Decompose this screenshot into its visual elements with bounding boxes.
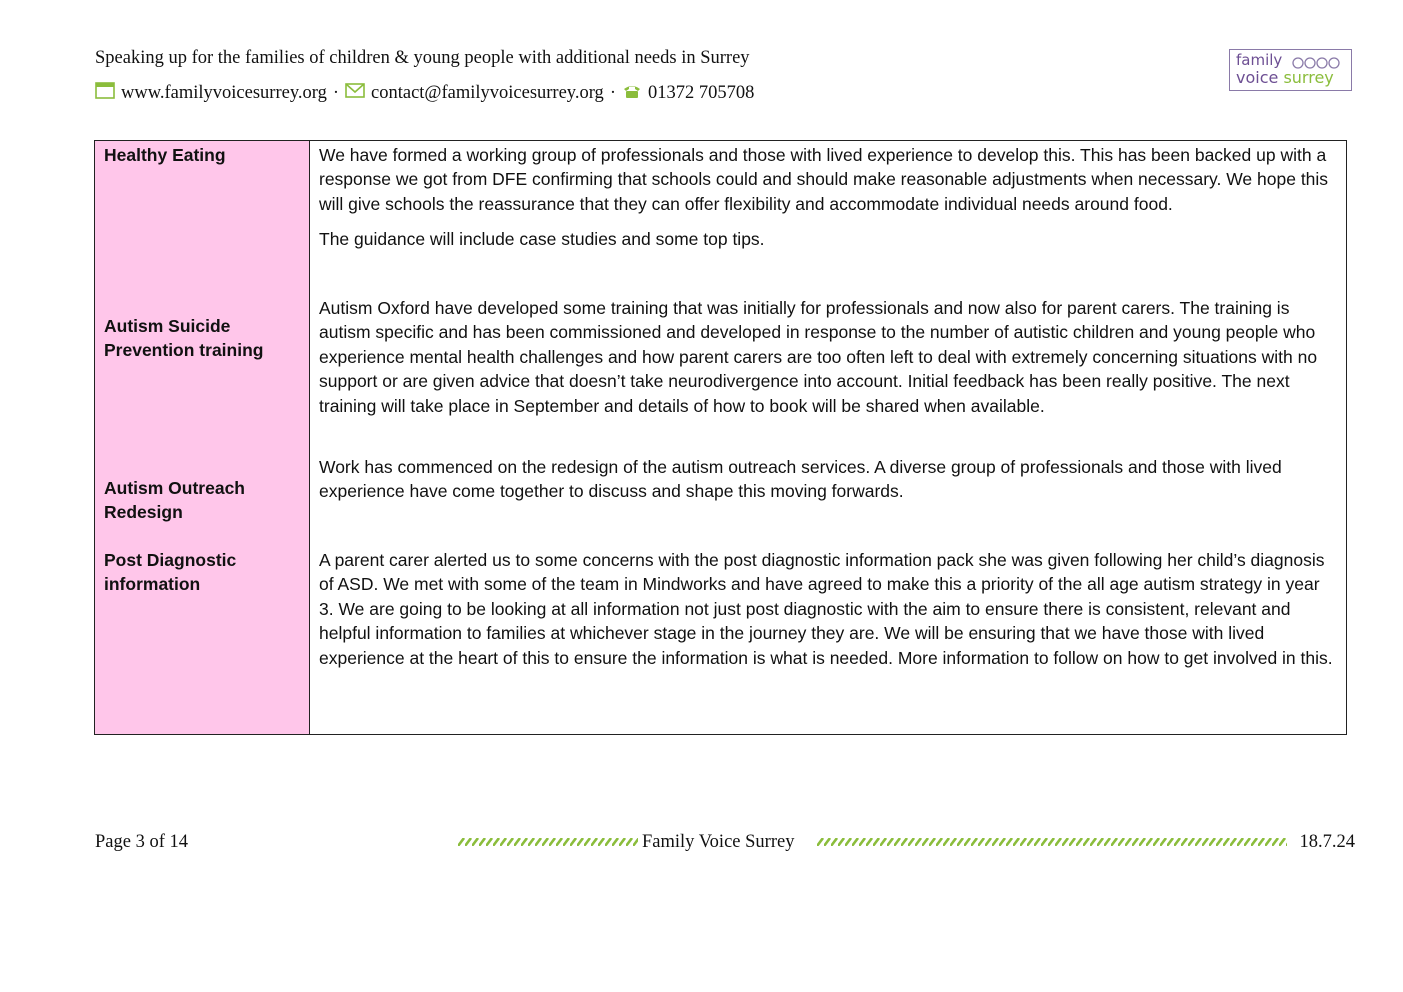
paragraph: Autism Oxford have developed some training that was initially for professionals and now also for parent carers. The training is autism specific and has been commissioned and developed in response to the number of autistic children and young people who experience mental health challenges and how parent carers are too often left to deal with extremely concerning situations with no support or are given advice that doesn’t take neurodivergence into account. Initial feedback has been really positive. The next training will take place in September and details of how to book will be shared when available.	[319, 298, 1318, 416]
label-autism-outreach-redesign: Autism Outreach Redesign	[104, 478, 245, 523]
row-text	[310, 455, 1347, 548]
footer-org-name: Family Voice Surrey	[642, 832, 795, 852]
header-tagline: Speaking up for the families of children & young people with additional needs in Surrey	[95, 48, 750, 68]
label-autism-suicide-prevention: Autism Suicide Prevention training	[104, 316, 264, 361]
row-text	[310, 289, 1347, 455]
paragraph: The guidance will include case studies and some top tips.	[319, 229, 765, 250]
table-row	[95, 141, 1347, 290]
page-number: Page 3 of 14	[95, 832, 188, 852]
separator: ·	[609, 83, 616, 103]
table-row	[95, 455, 1347, 548]
envelope-icon	[345, 83, 365, 104]
row-label	[95, 289, 310, 455]
email-link[interactable]: contact@familyvoicesurrey.org	[371, 83, 604, 103]
telephone-icon	[622, 83, 642, 105]
green-stripe-left	[458, 838, 638, 846]
table-row	[95, 548, 1347, 735]
row-text	[310, 548, 1347, 735]
separator: ·	[332, 83, 340, 103]
contact-line	[95, 82, 754, 105]
browser-window-icon	[95, 82, 115, 105]
row-label	[95, 548, 310, 735]
page-footer	[95, 832, 1355, 856]
updates-table	[94, 140, 1347, 735]
website-link[interactable]: www.familyvoicesurrey.org	[121, 83, 327, 103]
table-row	[95, 289, 1347, 455]
label-post-diagnostic: Post Diagnostic information	[104, 550, 237, 595]
logo-word-family: family	[1236, 51, 1283, 69]
footer-date: 18.7.24	[1299, 832, 1355, 852]
green-stripe-right	[817, 838, 1287, 846]
paragraph: A parent carer alerted us to some concerns with the post diagnostic information pack she was given following her child’s diagnosis of ASD. We met with some of the team in Mindworks and have agreed to make this a priority of the all age autism strategy in year 3. We are going to be looking at all information not just post diagnostic with the aim to ensure there is consistent, relevant and helpful information to families at whichever stage in the journey they are. We will be ensuring that we have those with lived experience at the heart of this to ensure the information is what is needed. More information to follow on how to get involved in this.	[319, 550, 1333, 668]
logo-word-voice: voice	[1236, 68, 1279, 87]
label-healthy-eating: Healthy Eating	[104, 145, 226, 165]
row-label	[95, 141, 310, 290]
row-text	[310, 141, 1347, 290]
row-label	[95, 455, 310, 548]
logo-words-voice-surrey	[1236, 68, 1334, 87]
paragraph: We have formed a working group of professionals and those with lived experience to develop this. This has been backed up with a response we got from DFE confirming that schools could and should make reasonable adjustments when necessary. We hope this will give schools the reassurance that they can offer flexibility and accommodate individual needs around food.	[319, 145, 1329, 214]
logo-word-surrey: surrey	[1283, 68, 1334, 87]
paragraph: Work has commenced on the redesign of the autism outreach services. A diverse group of professionals and those with lived experience have come together to discuss and shape this moving forwards.	[319, 457, 1282, 502]
phone-number: 01372 705708	[647, 83, 755, 103]
family-voice-surrey-logo	[1229, 49, 1352, 91]
